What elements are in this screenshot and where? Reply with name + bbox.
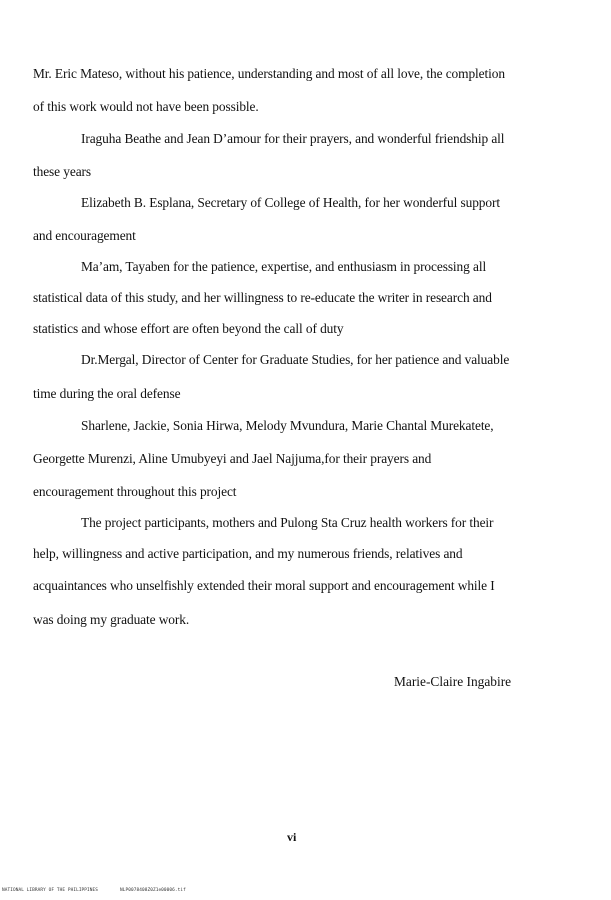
footer-library-name: NATIONAL LIBRARY OF THE PHILIPPINES [2,888,99,893]
text-line-18: was doing my graduate work. [33,612,190,627]
text-line-7: Ma’am, Tayaben for the patience, expertise, and enthusiasm in processing all [81,259,487,274]
text-line-6: and encouragement [33,228,136,243]
text-line-12: Sharlene, Jackie, Sonia Hirwa, Melody Mvundura, Marie Chantal Murekatete, [81,418,494,433]
text-line-5: Elizabeth B. Esplana, Secretary of College of Health, for her wonderful support [81,195,500,210]
text-line-10: Dr.Mergal, Director of Center for Graduate Studies, for her patience and valuable [81,352,510,367]
text-line-1: Mr. Eric Mateso, without his patience, understanding and most of all love, the completion [33,66,505,81]
text-line-14: encouragement throughout this project [33,484,237,499]
text-line-9: statistics and whose effort are often beyond the call of duty [33,321,344,336]
signature-name: Marie-Claire Ingabire [394,674,512,689]
text-line-3: Iraguha Beathe and Jean D’amour for their prayers, and wonderful friendship all [81,131,505,146]
page-number: vi [287,830,297,844]
text-line-11: time during the oral defense [33,386,181,401]
archive-footer-stamp [2,888,186,893]
footer-file-code: NLP0078408Z0Z1e00006.tif [120,888,186,893]
text-line-2: of this work would not have been possible. [33,99,259,114]
text-line-15: The project participants, mothers and Pulong Sta Cruz health workers for their [81,515,494,530]
text-line-8: statistical data of this study, and her willingness to re-educate the writer in research and [33,290,492,305]
text-line-13: Georgette Murenzi, Aline Umubyeyi and Jael Najjuma,for their prayers and [33,451,432,466]
text-line-17: acquaintances who unselfishly extended their moral support and encouragement while I [33,578,495,593]
text-line-16: help, willingness and active participation, and my numerous friends, relatives and [33,546,463,561]
text-line-4: these years [33,164,92,179]
